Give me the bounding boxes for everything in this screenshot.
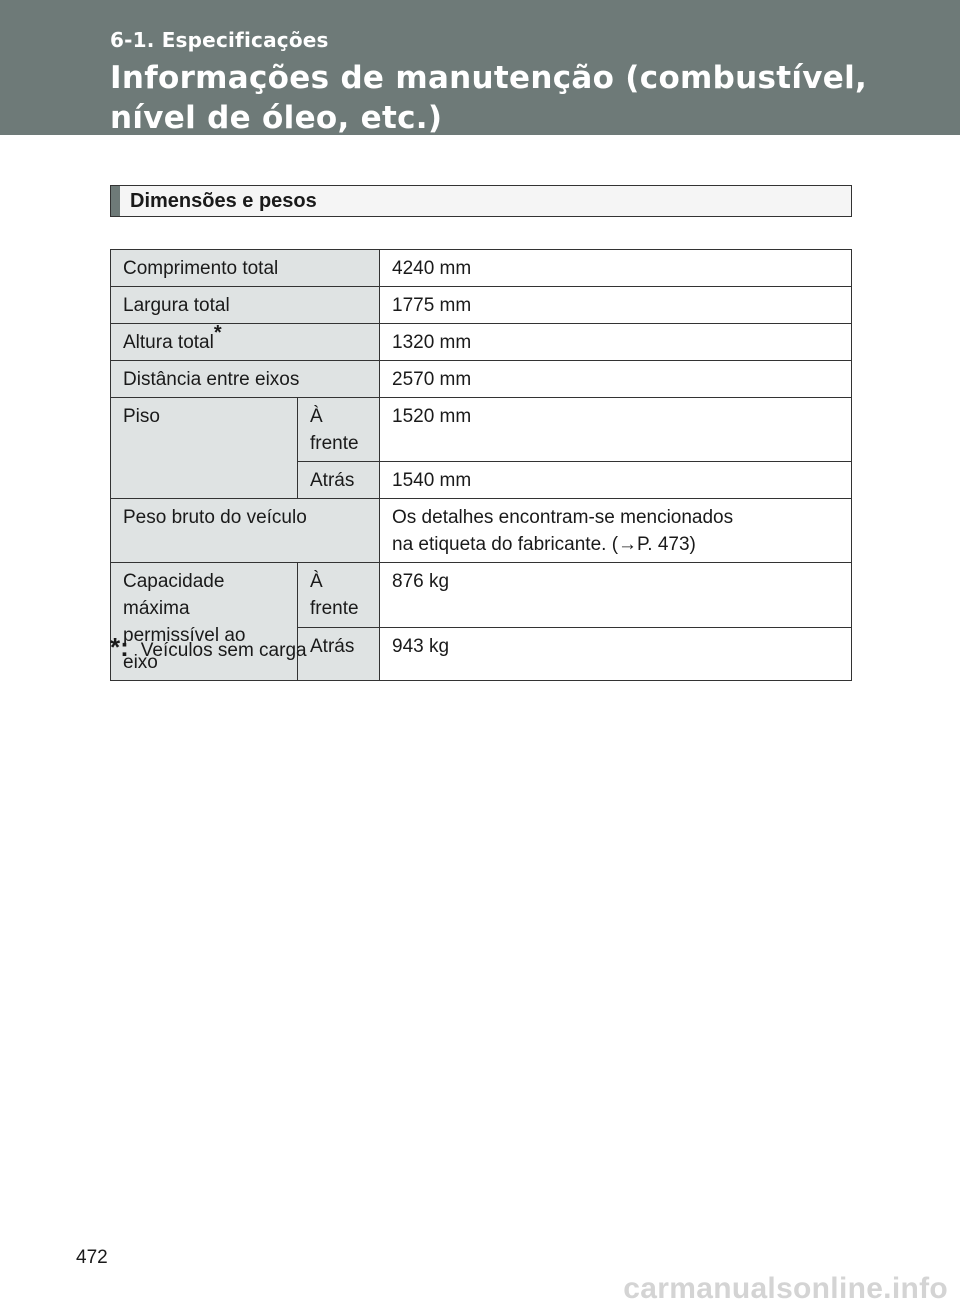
subsection-accent-bar xyxy=(111,186,120,216)
dimensions-table xyxy=(110,249,852,681)
footnote-text: Veículos sem carga xyxy=(140,640,307,661)
row-label: Altura total xyxy=(123,332,214,353)
subsection-title: Dimensões e pesos xyxy=(130,190,317,212)
row-value-line: Os detalhes encontram-se mencionados xyxy=(392,507,734,528)
row-value-line: na etiqueta do fabricante. (→P. 473) xyxy=(392,534,696,555)
section-label: 6-1. Especificações xyxy=(110,28,329,52)
row-label-line: Capacidade xyxy=(123,571,225,592)
row-label: Piso xyxy=(111,398,298,499)
row-value: 1775 mm xyxy=(380,287,852,324)
row-label-line: permissível ao eixo xyxy=(123,625,246,673)
watermark: carmanualsonline.info xyxy=(623,1272,948,1305)
row-value: 4240 mm xyxy=(380,250,852,287)
table-row xyxy=(111,499,852,563)
page-header xyxy=(0,0,960,135)
sub-label: À frente xyxy=(298,398,380,462)
sub-label: À frente xyxy=(298,563,380,628)
row-value: 1520 mm xyxy=(380,398,852,462)
page-title: Informações de manutenção (combustível, nível de óleo, etc.) xyxy=(110,60,868,136)
page-number: 472 xyxy=(76,1247,108,1268)
table-row xyxy=(111,398,852,462)
row-label: Distância entre eixos xyxy=(111,361,380,398)
table-row xyxy=(111,287,852,324)
footnote xyxy=(110,632,307,663)
row-value: 876 kg xyxy=(380,563,852,628)
table-row xyxy=(111,324,852,361)
row-value: 943 kg xyxy=(380,628,852,681)
row-value: 1320 mm xyxy=(380,324,852,361)
row-label-line: máxima xyxy=(123,598,190,619)
sub-label: Atrás xyxy=(298,462,380,499)
table-row xyxy=(111,250,852,287)
subsection-header xyxy=(110,185,852,217)
row-value: 1540 mm xyxy=(380,462,852,499)
footnote-asterisk: * xyxy=(213,321,222,344)
table-row xyxy=(111,563,852,628)
row-value: 2570 mm xyxy=(380,361,852,398)
footnote-mark: *: xyxy=(110,632,129,662)
row-label-cell xyxy=(111,321,380,361)
sub-label: Atrás xyxy=(298,628,380,681)
row-value-cell xyxy=(380,499,852,563)
row-label: Comprimento total xyxy=(111,250,380,287)
table-row xyxy=(111,361,852,398)
row-label: Peso bruto do veículo xyxy=(111,499,380,563)
row-label: Largura total xyxy=(111,287,380,324)
